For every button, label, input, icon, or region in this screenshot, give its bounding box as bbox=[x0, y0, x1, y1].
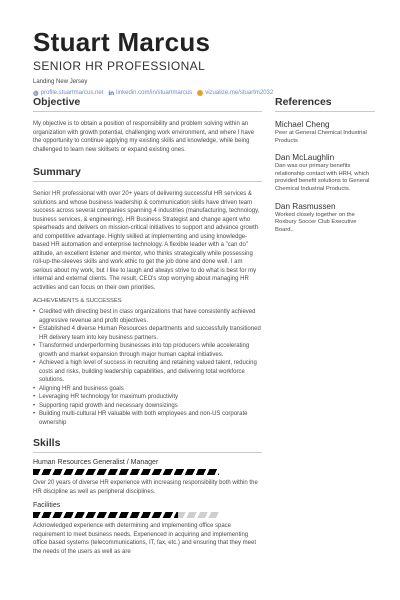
skill-level-bar bbox=[33, 512, 219, 518]
skill-description: Over 20 years of diverse HR experience with increasing responsibility both within the HR discipline as well as peripheral disciplines. bbox=[33, 480, 258, 495]
achievement-text: Aligning HR and business goals bbox=[39, 385, 124, 392]
objective-heading: Objective bbox=[33, 96, 262, 112]
summary-section bbox=[33, 166, 262, 427]
skill-level-remainder bbox=[178, 512, 219, 518]
bullet-icon: • bbox=[33, 360, 36, 366]
achievement-text: Credited with directing best in class organizations that have consistently achieved aggressive revenue and profit objectives. bbox=[39, 309, 256, 324]
list-item bbox=[33, 359, 262, 385]
bullet-icon: • bbox=[33, 343, 36, 349]
achievement-text: Established 4 diverse Human Resources departments and successfully transitioned HR delivery team into key business partners. bbox=[39, 326, 261, 341]
achievements-list bbox=[33, 308, 262, 427]
skill-name: Human Resources Generalist / Manager bbox=[33, 459, 159, 466]
bullet-icon: • bbox=[33, 402, 36, 409]
list-item bbox=[33, 393, 262, 402]
linkedin-link-text[interactable]: linkedin.com/in/stuartmarcus bbox=[116, 90, 193, 96]
list-item bbox=[33, 402, 262, 411]
reference-item bbox=[275, 120, 375, 145]
bullet-icon: • bbox=[33, 385, 36, 392]
references-heading: References bbox=[275, 96, 375, 112]
bullet-icon: • bbox=[33, 326, 36, 332]
linkedin-icon: in bbox=[108, 89, 115, 97]
achievement-text: Supporting rapid growth and necessary downsizings bbox=[39, 402, 178, 409]
achievement-text: Leveraging HR technology for maximum productivity bbox=[39, 394, 179, 400]
summary-text: Senior HR professional with over 20+ years of delivering successful HR services & solutions and whose business leadership & communication skills have driven team success across several companies spanning 4 industries (manufacturing, technology, business services, & engineering). HR Business Strategist and change agent who spearheads and delivers on mission-critical initiatives to support and advance growth and competitive advantage. Highly skilled at implementing and using knowledge-based HR automation and enterprise technology. A flexible leader with a "can do" attitude, an excellent listener and mentor, who thinks strategically while possessing roll-up-the-sleeves skills and work ethic to get the job done and done well. I am serious about my work, but I like to laugh and always strive to do what is best for my internal and external clients. The result, CEO's stop worrying about managing HR activities and can focus on their own priorities. bbox=[33, 191, 260, 291]
summary-heading: Summary bbox=[33, 166, 262, 182]
skill-description: Acknowledged experience with determining and implementing office space requirement to meet business needs. Experienced in acquiring and implementing office based systems (telecommunications, IT, fax, etc.) and ensuring that they meet the needs of the users as well as are bbox=[33, 523, 256, 555]
achievement-text: Transformed underperforming businesses into top producers while accelerating growth and market expansion through major human capital initiatives. bbox=[39, 343, 250, 358]
reference-name: Michael Cheng bbox=[275, 120, 330, 129]
bullet-icon: • bbox=[33, 411, 36, 417]
achievement-text: Building multi-cultural HR valuable with both employees and non-US corporate ownership bbox=[39, 411, 248, 426]
skills-section bbox=[33, 437, 262, 556]
resume-header bbox=[33, 28, 393, 97]
candidate-name: Stuart Marcus bbox=[33, 27, 211, 57]
website-link-text[interactable]: profile.stuartmarcus.net bbox=[40, 90, 104, 96]
references-column bbox=[275, 96, 375, 234]
achievements-heading: ACHIEVEMENTS & SUCCESSES bbox=[33, 298, 122, 304]
reference-description: Dan was our primary benefits relationship contact with HRH, which provided benefit solutions to General Chemical Industrial Products. bbox=[275, 163, 370, 192]
reference-name: Dan McLaughlin bbox=[275, 153, 335, 163]
skills-heading: Skills bbox=[33, 437, 262, 453]
achievement-text: Achieved a high level of success in recruiting and retaining valued talent, reducing costs and risks, building leadership capabilities, and delivering total workforce solutions. bbox=[39, 360, 257, 383]
objective-text: My objective is to obtain a position of responsibility and problem solving within an organization with growth potential, challenging work environment, and where I have the opportunity to continue applying my existing skills and knowledge, while being challenged to learn new skillsets or expand existing ones. bbox=[33, 121, 255, 153]
list-item bbox=[33, 410, 262, 427]
objective-section bbox=[33, 96, 262, 154]
reference-name: Dan Rasmussen bbox=[275, 201, 336, 211]
list-item bbox=[33, 385, 262, 394]
skill-name: Facilities bbox=[33, 502, 61, 509]
main-column bbox=[33, 96, 262, 556]
reference-item bbox=[275, 153, 375, 193]
list-item bbox=[33, 325, 262, 342]
candidate-location: Landing New Jersey bbox=[33, 79, 88, 85]
skill-level-bar bbox=[33, 469, 219, 475]
visualizeme-link-text[interactable]: vizualize.me/stuartm2032 bbox=[205, 90, 274, 96]
bullet-icon: • bbox=[33, 309, 36, 315]
candidate-title: SENIOR HR PROFESSIONAL bbox=[33, 59, 206, 73]
skill-item bbox=[33, 459, 262, 496]
list-item bbox=[33, 342, 262, 359]
reference-description: Worked closely together on the Roxbury Soccer Club Executive Board.. bbox=[275, 211, 357, 233]
bullet-icon: • bbox=[33, 394, 36, 400]
globe-icon: ◍ bbox=[33, 90, 39, 97]
skill-item bbox=[33, 502, 262, 556]
reference-description: Peer at General Chemical Industrial Products bbox=[275, 130, 367, 144]
reference-item bbox=[275, 202, 375, 235]
list-item bbox=[33, 308, 262, 325]
